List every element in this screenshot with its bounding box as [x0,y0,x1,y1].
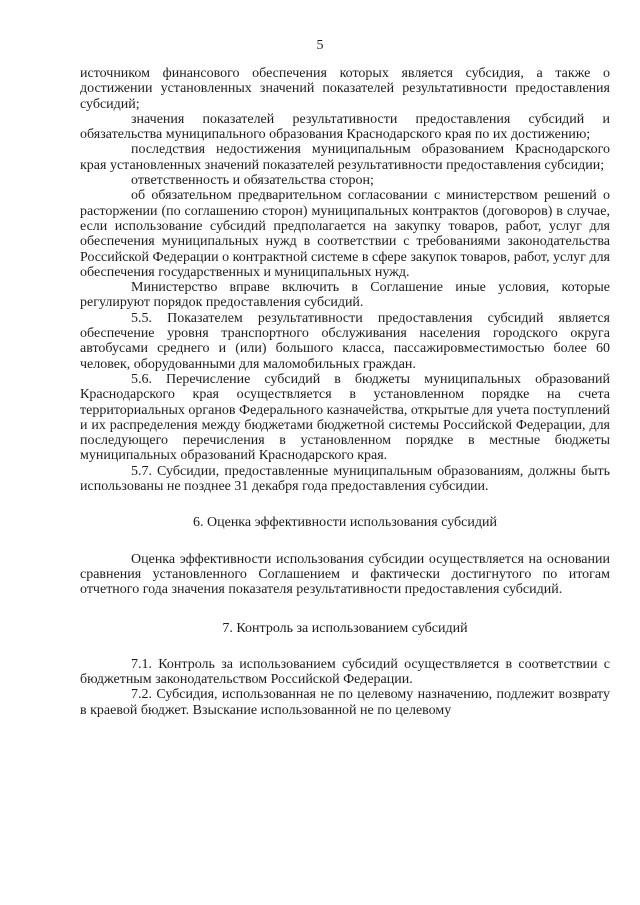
paragraph-5-7: 5.7. Субсидии, предоставленные муниципальным образованиям, должны быть использованы не позднее 31 декабря года предоставления субсидии. [80,463,610,495]
paragraph-5-6: 5.6. Перечисление субсидий в бюджеты муниципальных образований Краснодарского края осуществляется в установленном порядке на счета территориальных органов Федерального казначейства, открытые для учета поступлений и их распределения между бюджетами бюджетной системы Российской Федерации, для последующего перечисления в установленном порядке в местные бюджеты муниципальных образований Краснодарского края. [80,371,610,464]
section-6-paragraph: Оценка эффективности использования субсидии осуществляется на основании сравнения установленного Соглашением и фактически достигнутого по итогам отчетного года значения показателя результативности предоставления субсидий. [80,551,610,598]
document-body [80,66,610,718]
paragraph-7-1: 7.1. Контроль за использованием субсидий осуществляется в соответствии с бюджетным законодательством Российской Федерации. [80,656,610,688]
paragraph-ministry-conditions: Министерство вправе включить в Соглашение иные условия, которые регулируют порядок предоставления субсидий. [80,280,610,311]
paragraph-indicator-values: значения показателей результативности предоставления субсидий и обязательства муниципального образования Краснодарского края по их достижению; [80,111,610,143]
paragraph-consequences: последствия недостижения муниципальным образованием Краснодарского края установленных значений показателей результативности предоставления субсидии; [80,142,610,173]
paragraph-7-2: 7.2. Субсидия, использованная не по целевому назначению, подлежит возврату в краевой бюджет. Взыскание использованной не по целевому [80,687,610,718]
paragraph-5-5: 5.5. Показателем результативности предоставления субсидий является обеспечение уровня транспортного обслуживания населения городского округа автобусами среднего и (или) большого класса, пассажировместимостью более 60 человек, оборудованными для маломобильных граждан. [80,310,610,372]
section-7-heading: 7. Контроль за использованием субсидий [222,620,468,636]
paragraph-responsibility: ответственность и обязательства сторон; [131,173,374,189]
section-6-heading: 6. Оценка эффективности использования субсидий [193,515,497,531]
paragraph-continuation: источником финансового обеспечения которых является субсидия, а также о достижении установленных значений показателей результативности предоставления субсидий; [80,66,610,112]
paragraph-prior-approval: об обязательном предварительном согласовании с министерством решений о расторжении (по соглашению сторон) муниципальных контрактов (договоров) в случае, если использование субсидий предполагается на закупку товаров, работ, услуг для обеспечения муниципальных нужд в соответствии с требованиями законодательства Российской Федерации о контрактной системе в сфере закупок товаров, работ, услуг для обеспечения государственных и муниципальных нужд. [80,188,610,280]
page-number: 5 [316,38,324,53]
